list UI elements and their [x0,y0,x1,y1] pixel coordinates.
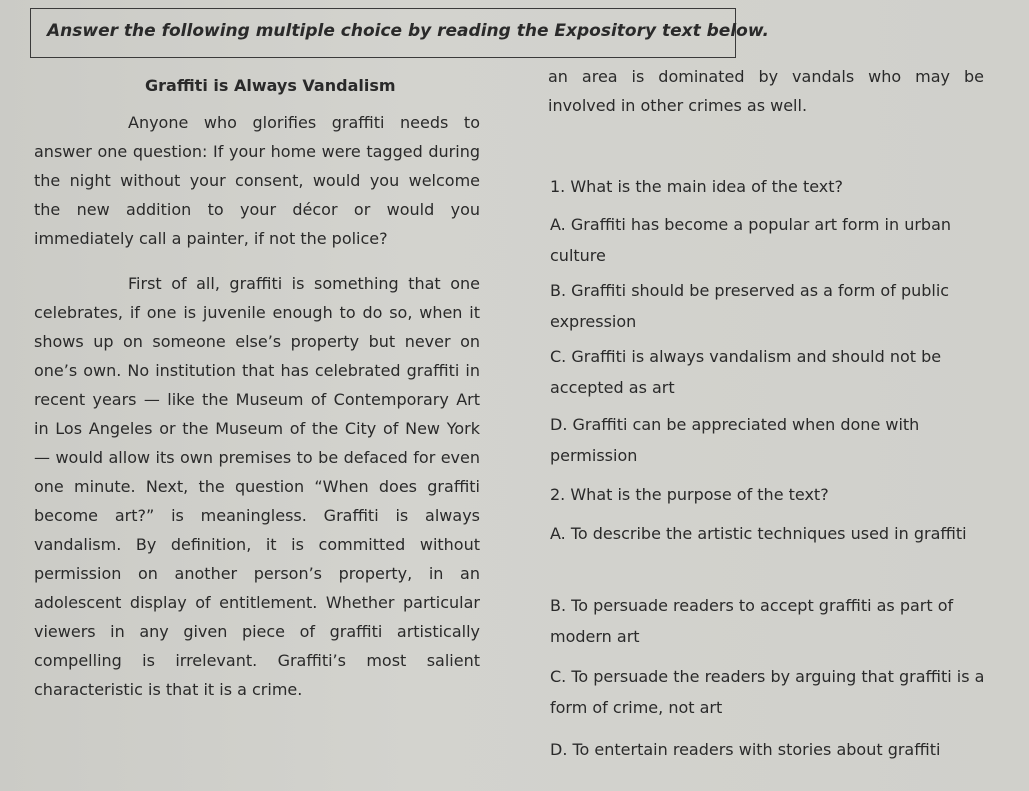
passage-paragraph-2: First of all, graffiti is something that one celebrates, if one is juvenile enough to do so, when it shows up on someone else’s property but never on one’s own. No institution that has celebrated graffiti in recent years — like the Museum of Contemporary Art in Los Angeles or the Museum of the City of New York — would allow its own premises to be defaced for even one minute. Next, the question “When does graffiti become art?” is meaningless. Graffiti is always vandalism. By definition, it is committed without permission on another person’s property, in an adolescent display of entitlement. Whether particular viewers in any given piece of graffiti artistically compelling is irrelevant. Graffiti’s most salient characteristic is that it is a crime. [34,274,480,699]
passage-title: Graffiti is Always Vandalism [145,76,396,95]
question-2-option-c[interactable]: C. To persuade the readers by arguing that graffiti is a form of crime, not art [550,667,985,717]
question-2-option-a[interactable]: A. To describe the artistic techniques used in graffiti [550,524,967,543]
question-2-option-d[interactable]: D. To entertain readers with stories about graffiti [550,740,941,759]
question-1-option-a[interactable]: A. Graffiti has become a popular art form in urban culture [550,215,952,265]
question-2-option-b[interactable]: B. To persuade readers to accept graffiti as part of modern art [550,596,954,646]
question-1-option-b[interactable]: B. Graffiti should be preserved as a form of public expression [550,281,950,331]
passage-continuation: an area is dominated by vandals who may be involved in other crimes as well. [548,67,984,115]
instruction-box: Answer the following multiple choice by reading the Expository text below. [30,8,736,58]
passage-left-column [34,108,480,704]
question-2-prompt: 2. What is the purpose of the text? [550,485,829,504]
question-1-prompt: 1. What is the main idea of the text? [550,177,844,196]
question-1-option-d[interactable]: D. Graffiti can be appreciated when done with permission [550,415,920,465]
question-1-option-c[interactable]: C. Graffiti is always vandalism and should not be accepted as art [550,347,942,397]
passage-paragraph-1: Anyone who glorifies graffiti needs to answer one question: If your home were tagged during the night without your consent, would you welcome the new addition to your décor or would you immediately call a painter, if not the police? [34,113,480,248]
